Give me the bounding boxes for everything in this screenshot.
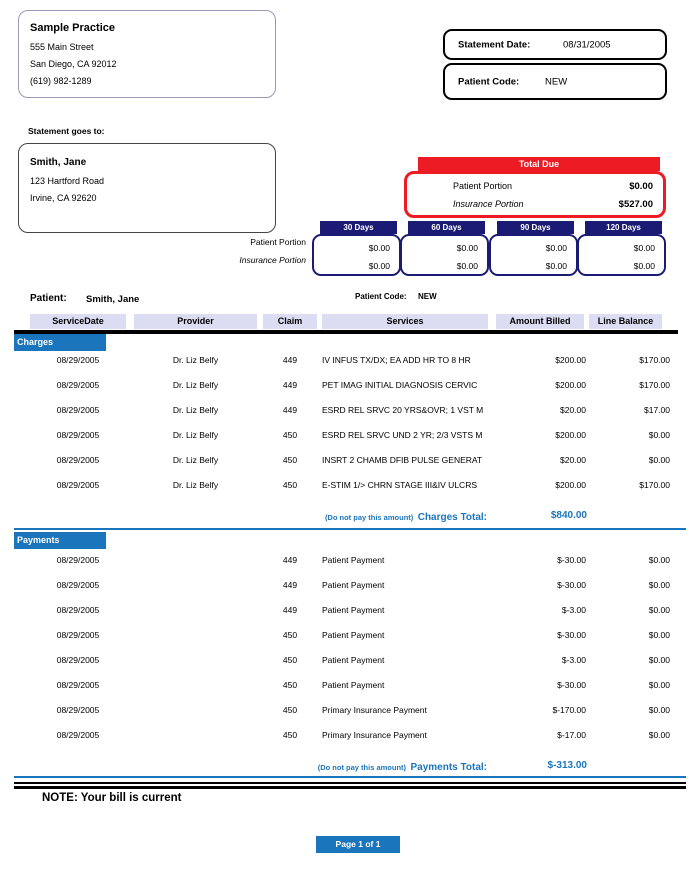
aging-30-days-header: 30 Days <box>320 221 397 234</box>
table-row <box>0 623 700 648</box>
table-row <box>0 448 700 473</box>
recipient-address-line2: Irvine, CA 92620 <box>30 193 97 203</box>
patient-name: Smith, Jane <box>86 294 140 305</box>
payments-total-label: Payments Total: <box>410 762 487 773</box>
aging-60-patient-value: $0.00 <box>456 243 478 253</box>
table-row <box>0 473 700 498</box>
cell-claim: 449 <box>282 380 298 390</box>
payments-total-divider <box>14 776 686 778</box>
footer-rule-top <box>14 782 686 784</box>
cell-service-date: 08/29/2005 <box>56 580 100 590</box>
total-due-header: Total Due <box>418 157 660 171</box>
practice-info-box <box>18 10 276 98</box>
cell-line-balance: $0.00 <box>648 555 670 565</box>
cell-service-date: 08/29/2005 <box>56 455 100 465</box>
charges-total-divider <box>14 528 686 530</box>
cell-provider: Dr. Liz Belfy <box>172 355 219 365</box>
cell-services: E-STIM 1/> CHRN STAGE III&IV ULCRS <box>322 480 477 490</box>
cell-services: IV INFUS TX/DX; EA ADD HR TO 8 HR <box>322 355 471 365</box>
cell-amount-billed: $200.00 <box>555 480 586 490</box>
aging-90-insurance-value: $0.00 <box>545 261 567 271</box>
cell-amount-billed: $-30.00 <box>557 630 586 640</box>
cell-line-balance: $0.00 <box>648 580 670 590</box>
payments-total-value: $-313.00 <box>547 760 587 771</box>
table-row <box>0 673 700 698</box>
patient-line-code-label: Patient Code: <box>355 292 407 301</box>
total-due-insurance-label: Insurance Portion <box>453 199 524 209</box>
cell-line-balance: $170.00 <box>639 355 670 365</box>
cell-claim: 450 <box>282 705 298 715</box>
header-divider <box>14 330 678 334</box>
total-due-patient-label: Patient Portion <box>453 181 513 191</box>
aging-60-insurance-value: $0.00 <box>456 261 478 271</box>
cell-line-balance: $0.00 <box>648 680 670 690</box>
cell-provider: Dr. Liz Belfy <box>172 480 219 490</box>
table-row <box>0 598 700 623</box>
aging-patient-portion-label: Patient Portion <box>250 237 306 247</box>
table-row <box>0 398 700 423</box>
cell-services: PET IMAG INITIAL DIAGNOSIS CERVIC <box>322 380 478 390</box>
table-row <box>0 698 700 723</box>
cell-service-date: 08/29/2005 <box>56 630 100 640</box>
cell-line-balance: $170.00 <box>639 480 670 490</box>
cell-service-date: 08/29/2005 <box>56 430 100 440</box>
patient-code-label: Patient Code: <box>458 76 520 87</box>
cell-amount-billed: $-30.00 <box>557 555 586 565</box>
charges-total-caption <box>325 506 487 526</box>
aging-120-patient-value: $0.00 <box>633 243 655 253</box>
cell-claim: 449 <box>282 555 298 565</box>
payments-total-caption <box>318 756 487 776</box>
charges-total-note: (Do not pay this amount) <box>324 513 414 522</box>
cell-claim: 449 <box>282 405 298 415</box>
cell-claim: 450 <box>282 430 298 440</box>
cell-claim: 450 <box>282 480 298 490</box>
table-row <box>0 573 700 598</box>
total-due-insurance-value: $527.00 <box>618 198 653 210</box>
total-due-box <box>404 171 666 218</box>
cell-service-date: 08/29/2005 <box>56 655 100 665</box>
recipient-address-line1: 123 Hartford Road <box>30 176 105 186</box>
cell-line-balance: $0.00 <box>648 605 670 615</box>
column-header-line-balance: Line Balance <box>589 314 662 329</box>
cell-claim: 449 <box>282 580 298 590</box>
cell-services: Patient Payment <box>322 655 385 665</box>
cell-services: Patient Payment <box>322 680 385 690</box>
aging-30-patient-value: $0.00 <box>368 243 390 253</box>
aging-insurance-portion-label: Insurance Portion <box>239 255 306 265</box>
cell-provider: Dr. Liz Belfy <box>172 430 219 440</box>
cell-provider: Dr. Liz Belfy <box>172 455 219 465</box>
recipient-address-box <box>18 143 276 233</box>
patient-code-box <box>443 63 667 100</box>
cell-provider: Dr. Liz Belfy <box>172 380 219 390</box>
cell-provider: Dr. Liz Belfy <box>172 405 219 415</box>
practice-name: Sample Practice <box>30 22 115 34</box>
statement-date-box <box>443 29 667 60</box>
footer-rule-bottom <box>14 786 686 789</box>
aging-90-days-header: 90 Days <box>497 221 574 234</box>
cell-amount-billed: $-17.00 <box>557 730 586 740</box>
cell-line-balance: $0.00 <box>648 730 670 740</box>
cell-claim: 450 <box>282 730 298 740</box>
table-row <box>0 348 700 373</box>
cell-amount-billed: $20.00 <box>560 455 586 465</box>
aging-60-days-box <box>400 234 489 276</box>
total-due-patient-row <box>407 177 663 195</box>
aging-30-days-box <box>312 234 401 276</box>
table-row <box>0 648 700 673</box>
patient-label: Patient: <box>30 293 67 304</box>
cell-services: INSRT 2 CHAMB DFIB PULSE GENERAT <box>322 455 483 465</box>
table-row <box>0 548 700 573</box>
total-due-patient-value: $0.00 <box>629 180 653 192</box>
payments-total-row <box>0 756 700 776</box>
payments-total-note: (Do not pay this amount) <box>317 763 407 772</box>
statement-date-value: 08/31/2005 <box>563 39 611 50</box>
cell-amount-billed: $-3.00 <box>561 655 586 665</box>
cell-services: Patient Payment <box>322 605 385 615</box>
cell-service-date: 08/29/2005 <box>56 555 100 565</box>
cell-service-date: 08/29/2005 <box>56 380 100 390</box>
payments-rows <box>0 548 700 748</box>
cell-amount-billed: $200.00 <box>555 380 586 390</box>
column-header-services: Services <box>322 314 488 329</box>
charges-rows <box>0 348 700 498</box>
patient-line-code-value: NEW <box>418 292 437 301</box>
table-row <box>0 423 700 448</box>
cell-service-date: 08/29/2005 <box>56 405 100 415</box>
practice-address-line2: San Diego, CA 92012 <box>30 59 117 69</box>
cell-amount-billed: $-30.00 <box>557 580 586 590</box>
aging-30-insurance-value: $0.00 <box>368 261 390 271</box>
cell-services: Patient Payment <box>322 630 385 640</box>
cell-service-date: 08/29/2005 <box>56 480 100 490</box>
charges-total-label: Charges Total: <box>417 512 487 523</box>
column-header-provider: Provider <box>134 314 257 329</box>
cell-line-balance: $0.00 <box>648 630 670 640</box>
cell-service-date: 08/29/2005 <box>56 680 100 690</box>
cell-line-balance: $0.00 <box>648 655 670 665</box>
aging-120-insurance-value: $0.00 <box>633 261 655 271</box>
cell-amount-billed: $-170.00 <box>552 705 586 715</box>
aging-120-days-header: 120 Days <box>585 221 662 234</box>
cell-claim: 449 <box>282 355 298 365</box>
column-header-claim: Claim <box>263 314 317 329</box>
charges-total-row <box>0 506 700 526</box>
statement-date-label: Statement Date: <box>458 39 531 50</box>
table-row <box>0 723 700 748</box>
recipient-name: Smith, Jane <box>30 157 87 168</box>
column-header-amount-billed: Amount Billed <box>496 314 584 329</box>
cell-claim: 450 <box>282 680 298 690</box>
total-due-insurance-row <box>407 195 663 213</box>
cell-claim: 449 <box>282 605 298 615</box>
cell-line-balance: $0.00 <box>648 430 670 440</box>
cell-services: ESRD REL SRVC 20 YRS&OVR; 1 VST M <box>322 405 484 415</box>
column-header-service-date: ServiceDate <box>30 314 126 329</box>
cell-amount-billed: $200.00 <box>555 355 586 365</box>
cell-amount-billed: $-3.00 <box>561 605 586 615</box>
payments-section-header: Payments <box>14 532 106 549</box>
cell-claim: 450 <box>282 655 298 665</box>
cell-line-balance: $170.00 <box>639 380 670 390</box>
cell-service-date: 08/29/2005 <box>56 705 100 715</box>
table-row <box>0 373 700 398</box>
practice-address-line1: 555 Main Street <box>30 42 94 52</box>
charges-total-value: $840.00 <box>550 510 587 521</box>
cell-amount-billed: $-30.00 <box>557 680 586 690</box>
aging-60-days-header: 60 Days <box>408 221 485 234</box>
practice-phone: (619) 982-1289 <box>30 76 92 86</box>
cell-claim: 450 <box>282 455 298 465</box>
aging-90-days-box <box>489 234 578 276</box>
cell-line-balance: $0.00 <box>648 705 670 715</box>
cell-line-balance: $0.00 <box>648 455 670 465</box>
cell-services: Patient Payment <box>322 580 385 590</box>
statement-goes-to-label: Statement goes to: <box>28 126 105 136</box>
cell-line-balance: $17.00 <box>644 405 670 415</box>
cell-claim: 450 <box>282 630 298 640</box>
cell-amount-billed: $20.00 <box>560 405 586 415</box>
cell-services: Patient Payment <box>322 555 385 565</box>
cell-services: ESRD REL SRVC UND 2 YR; 2/3 VSTS M <box>322 430 483 440</box>
cell-service-date: 08/29/2005 <box>56 355 100 365</box>
charges-section-header: Charges <box>14 334 106 351</box>
bill-note: NOTE: Your bill is current <box>42 792 182 804</box>
cell-services: Primary Insurance Payment <box>322 730 427 740</box>
cell-services: Primary Insurance Payment <box>322 705 427 715</box>
cell-service-date: 08/29/2005 <box>56 605 100 615</box>
aging-120-days-box <box>577 234 666 276</box>
cell-amount-billed: $200.00 <box>555 430 586 440</box>
patient-code-value: NEW <box>545 76 568 87</box>
aging-90-patient-value: $0.00 <box>545 243 567 253</box>
cell-service-date: 08/29/2005 <box>56 730 100 740</box>
page-indicator: Page 1 of 1 <box>316 836 400 853</box>
